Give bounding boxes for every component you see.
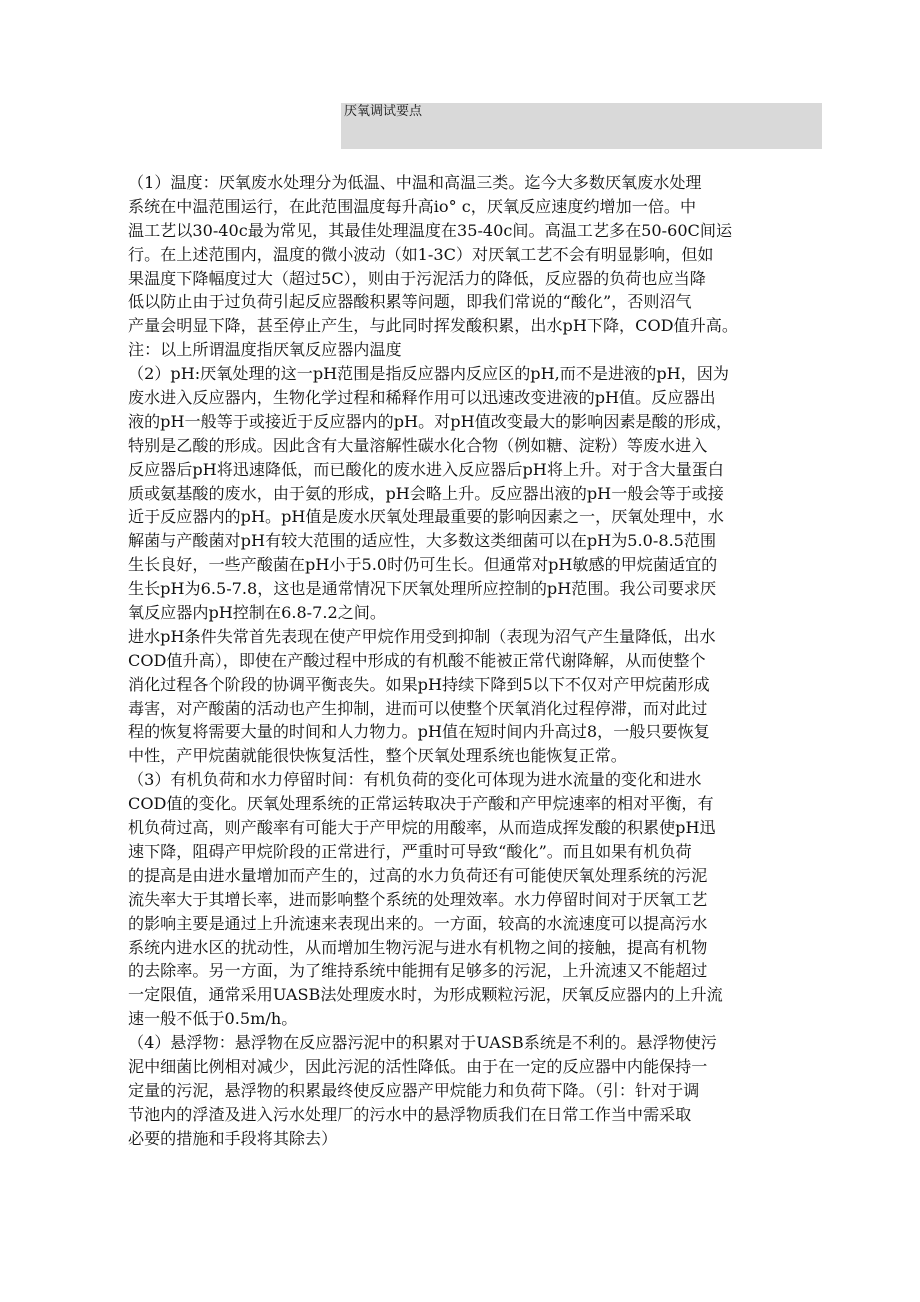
text-line: 液的pH一般等于或接近于反应器内的pH。对pH值改变最大的影响因素是酸的形成， xyxy=(128,411,733,431)
document-title: 厌氧调试要点 xyxy=(344,104,423,119)
text-line: 消化过程各个阶段的协调平衡丧失。如果pH持续下降到5以下不仅对产甲烷菌形成 xyxy=(128,674,710,694)
text-line: 反应器后pH将迅速降低，而已酸化的废水进入反应器后pH将上升。对于含大量蛋白 xyxy=(128,459,724,479)
text-line: 废水进入反应器内，生物化学过程和稀释作用可以迅速改变进液的pH值。反应器出 xyxy=(128,388,716,408)
text-line: 程的恢复将需要大量的时间和人力物力。pH值在短时间内升高过8，一般只要恢复 xyxy=(128,722,710,742)
text-line: 生长pH为6.5-7.8，这也是通常情况下厌氧处理所应控制的pH范围。我公司要求厌 xyxy=(128,579,717,599)
document-body xyxy=(128,171,806,1151)
text-line: 节池内的浮渣及进入污水处理厂的污水中的悬浮物质我们在日常工作当中需采取 xyxy=(128,1104,692,1124)
text-line: 的去除率。另一方面，为了维持系统中能拥有足够多的污泥，上升流速又不能超过 xyxy=(128,961,708,981)
text-line: 流失率大于其增长率，进而影响整个系统的处理效率。水力停留时间对于厌氧工艺 xyxy=(128,889,708,909)
text-line: 系统内进水区的扰动性，从而增加生物污泥与进水有机物之间的接触，提高有机物 xyxy=(128,937,708,957)
text-line: 系统在中温范围运行，在此范围温度每升高io° c，厌氧反应速度约增加一倍。中 xyxy=(128,196,697,216)
text-line: 速下降，阻碍产甲烷阶段的正常进行，严重时可导致“酸化”。而且如果有机负荷 xyxy=(128,841,692,861)
text-line: 的提高是由进水量增加而产生的，过高的水力负荷还有可能使厌氧处理系统的污泥 xyxy=(128,865,708,885)
text-line: 的影响主要是通过上升流速来表现出来的。一方面，较高的水流速度可以提高污水 xyxy=(128,913,708,933)
text-line: 果温度下降幅度过大（超过5C），则由于污泥活力的降低，反应器的负荷也应当降 xyxy=(128,268,706,288)
text-line: （1）温度：厌氧废水处理分为低温、中温和高温三类。迄今大多数厌氧废水处理 xyxy=(128,173,702,192)
text-line: COD值升高），即使在产酸过程中形成的有机酸不能被正常代谢降解，从而使整个 xyxy=(128,650,706,670)
text-line: 解菌与产酸菌对pH有较大范围的适应性，大多数这类细菌可以在pH为5.0-8.5范围 xyxy=(128,531,717,551)
text-line: 定量的污泥，悬浮物的积累最终使反应器产甲烷能力和负荷下降。（引：针对于调 xyxy=(128,1080,700,1100)
text-line: 近于反应器内的pH。pH值是废水厌氧处理最重要的影响因素之一，厌氧处理中，水 xyxy=(128,507,724,527)
text-line: COD值的变化。厌氧处理系统的正常运转取决于产酸和产甲烷速率的相对平衡，有 xyxy=(128,794,714,814)
text-line: 中性，产甲烷菌就能很快恢复活性，整个厌氧处理系统也能恢复正常。 xyxy=(128,746,627,766)
text-line: 生长良好，一些产酸菌在pH小于5.0时仍可生长。但通常对pH敏感的甲烷菌适宜的 xyxy=(128,555,718,575)
text-line: （3）有机负荷和水力停留时间：有机负荷的变化可体现为进水流量的变化和进水 xyxy=(128,770,702,790)
text-line: （2）pH:厌氧处理的这一pH范围是指反应器内反应区的pH,而不是进液的pH，因为 xyxy=(128,364,729,384)
text-line: 必要的措施和手段将其除去） xyxy=(128,1128,338,1148)
text-line: 质或氨基酸的废水，由于氨的形成，pH会略上升。反应器出液的pH一般会等于或接 xyxy=(128,483,724,503)
text-line: 氧反应器内pH控制在6.8-7.2之间。 xyxy=(128,603,386,623)
text-line: 低以防止由于过负荷引起反应器酸积累等问题，即我们常说的“酸化”，否则沼气 xyxy=(128,292,692,312)
text-line: 注：以上所谓温度指厌氧反应器内温度 xyxy=(128,340,402,360)
text-line: 毒害，对产酸菌的活动也产生抑制，进而可以使整个厌氧消化过程停滞，而对此过 xyxy=(128,698,708,718)
text-line: 一定限值，通常采用UASB法处理废水时，为形成颗粒污泥，厌氧反应器内的上升流 xyxy=(128,985,723,1005)
text-line: 速一般不低于0.5m/h。 xyxy=(128,1009,298,1029)
title-box xyxy=(341,103,822,149)
text-line: 温工艺以30-40c最为常见，其最佳处理温度在35-40c间。高温工艺多在50-60C间运 xyxy=(128,220,733,240)
text-line: 泥中细菌比例相对减少，因此污泥的活性降低。由于在一定的反应器中内能保持一 xyxy=(128,1056,708,1076)
text-line: 特别是乙酸的形成。因此含有大量溶解性碳水化合物（例如糖、淀粉）等废水进入 xyxy=(128,435,708,455)
text-line: 产量会明显下降，甚至停止产生，与此同时挥发酸积累，出水pH下降，COD值升高。 xyxy=(128,316,738,336)
text-line: 机负荷过高，则产酸率有可能大于产甲烷的用酸率，从而造成挥发酸的积累使pH迅 xyxy=(128,818,716,838)
text-line: 行。在上述范围内，温度的微小波动（如1-3C）对厌氧工艺不会有明显影响，但如 xyxy=(128,244,714,264)
text-line: （4）悬浮物：悬浮物在反应器污泥中的积累对于UASB系统是不利的。悬浮物使污 xyxy=(128,1033,717,1053)
text-line: 进水pH条件失常首先表现在使产甲烷作用受到抑制（表现为沼气产生量降低，出水 xyxy=(128,626,716,646)
